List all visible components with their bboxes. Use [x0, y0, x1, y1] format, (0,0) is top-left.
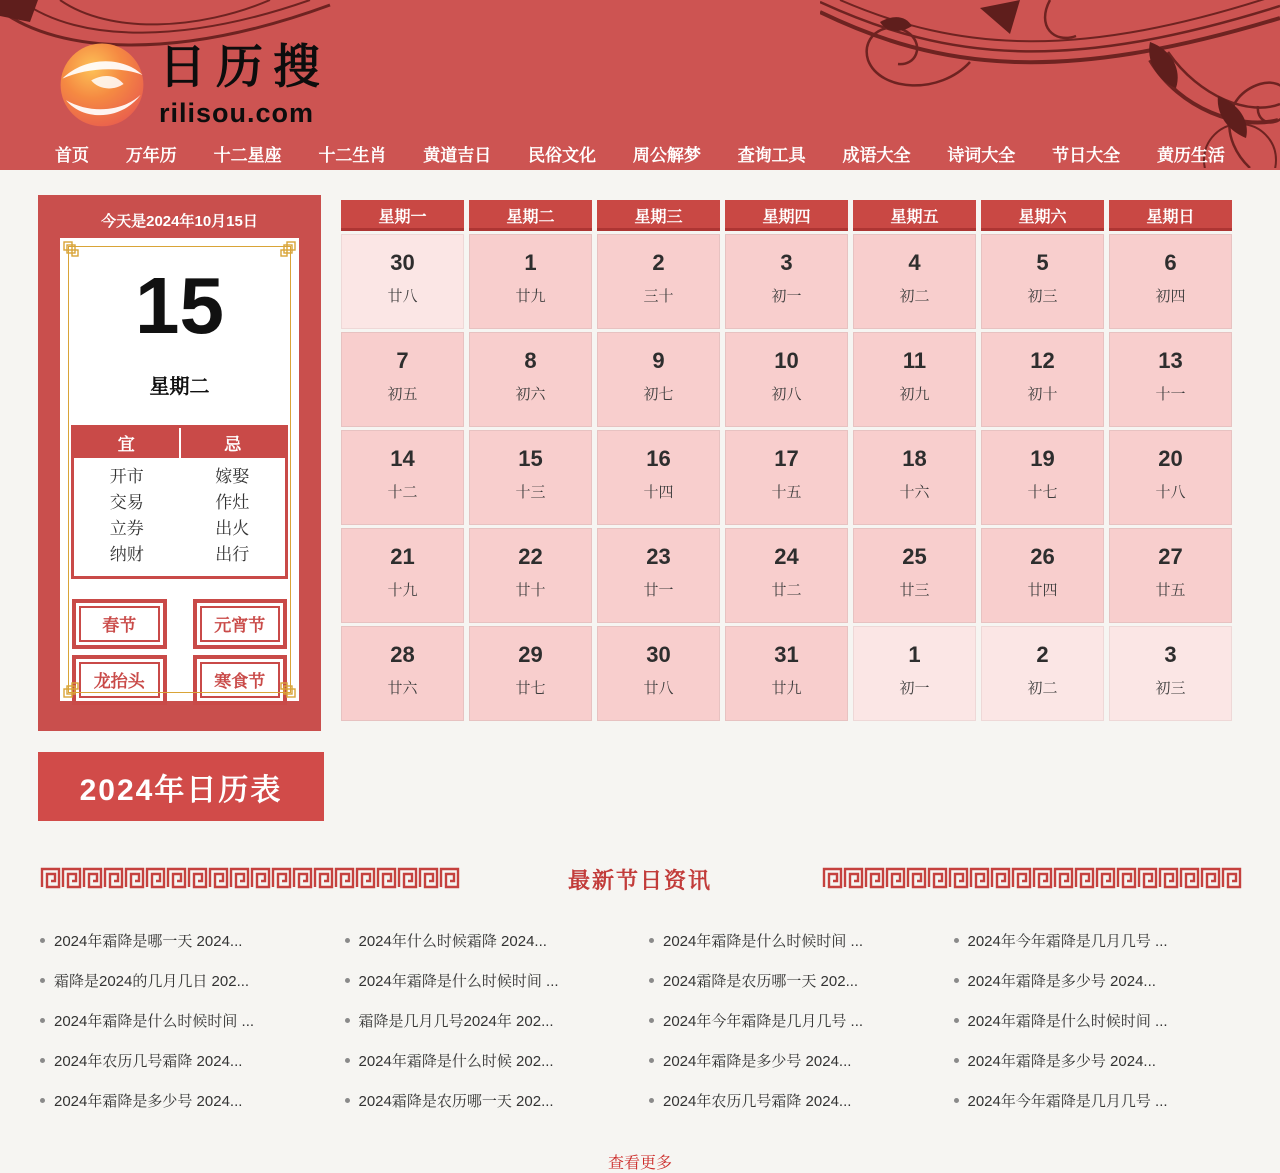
- day-cell-number: 6: [1164, 250, 1177, 275]
- bullet-icon: [40, 1098, 45, 1103]
- day-cell[interactable]: [469, 234, 592, 329]
- bullet-icon: [954, 1058, 959, 1063]
- day-cell-number: 2: [1036, 642, 1049, 667]
- site-title: 日历搜: [159, 40, 330, 93]
- news-item-text: 2024年霜降是多少号 2024...: [663, 1052, 852, 1070]
- bullet-icon: [649, 1098, 654, 1103]
- day-cell-number: 16: [646, 446, 671, 471]
- day-cell[interactable]: [1109, 528, 1232, 623]
- year-calendar-banner[interactable]: 2024年日历表: [38, 752, 324, 821]
- day-cell-number: 11: [902, 348, 927, 373]
- nav-item-4[interactable]: 十二生肖: [318, 145, 387, 165]
- day-cell[interactable]: [981, 528, 1104, 623]
- bullet-icon: [40, 1018, 45, 1023]
- day-cell[interactable]: [341, 528, 464, 623]
- news-item-text: 霜降是2024的几月几日 202...: [54, 972, 250, 990]
- news-item[interactable]: [40, 1012, 335, 1028]
- news-item-text: 2024年霜降是什么时候时间 ...: [663, 932, 864, 950]
- day-cell-number: 27: [1158, 544, 1183, 569]
- day-cell-number: 10: [774, 348, 799, 373]
- festival-button-label: 春节: [102, 616, 137, 635]
- day-cell[interactable]: [853, 430, 976, 525]
- day-cell[interactable]: [469, 332, 592, 427]
- day-cell-lunar: 廿一: [643, 582, 674, 599]
- day-cell-number: 18: [902, 446, 927, 471]
- news-item-text: 2024霜降是农历哪一天 202...: [358, 1092, 554, 1110]
- news-item-text: 2024年霜降是哪一天 2024...: [54, 932, 243, 950]
- news-item[interactable]: [649, 1012, 944, 1028]
- day-cell-number: 12: [1030, 348, 1055, 373]
- today-card: [60, 238, 299, 701]
- nav-item-1[interactable]: 首页: [55, 145, 89, 165]
- day-cell-lunar: 初八: [771, 386, 802, 403]
- day-cell[interactable]: [981, 332, 1104, 427]
- gold-corner-icon: [278, 680, 296, 698]
- site-domain: rilisou.com: [159, 98, 315, 128]
- bullet-icon: [345, 938, 350, 943]
- nav-item-10[interactable]: 诗词大全: [947, 145, 1016, 165]
- main-nav: [0, 138, 1280, 168]
- day-cell-lunar: 廿二: [771, 582, 802, 599]
- news-item-text: 2024年霜降是什么时候 202...: [358, 1052, 554, 1070]
- day-cell-lunar: 初五: [387, 386, 418, 403]
- day-cell-lunar: 初四: [1155, 288, 1186, 305]
- news-item[interactable]: [954, 972, 1249, 988]
- day-cell-number: 1: [908, 642, 921, 667]
- bullet-icon: [954, 1098, 959, 1103]
- day-cell-lunar: 十七: [1027, 484, 1058, 501]
- news-column-1: [40, 932, 335, 1132]
- day-cell[interactable]: [725, 234, 848, 329]
- festival-button-2[interactable]: [200, 606, 281, 642]
- day-cell-number: 26: [1030, 544, 1055, 569]
- news-section-title: 最新节日资讯: [567, 868, 712, 893]
- day-cell[interactable]: [469, 626, 592, 721]
- day-cell[interactable]: [469, 528, 592, 623]
- day-cell-number: 21: [390, 544, 415, 569]
- today-weekday: 星期二: [149, 376, 210, 398]
- news-item-text: 2024年今年霜降是几月几号 ...: [967, 932, 1168, 950]
- day-cell-number: 3: [1164, 642, 1177, 667]
- news-item-text: 2024霜降是农历哪一天 202...: [663, 972, 859, 990]
- day-cell-lunar: 十三: [515, 484, 546, 501]
- bullet-icon: [345, 1098, 350, 1103]
- day-cell-number: 30: [390, 250, 415, 275]
- day-cell[interactable]: [597, 626, 720, 721]
- news-item-text: 霜降是几月几号2024年 202...: [358, 1012, 554, 1030]
- weekday-header-1: 星期一: [341, 200, 464, 231]
- day-cell-lunar: 十一: [1155, 386, 1186, 403]
- day-cell-lunar: 初九: [899, 386, 930, 403]
- day-cell[interactable]: [597, 528, 720, 623]
- suitable-item: 立券: [109, 519, 144, 538]
- month-calendar: [341, 200, 1232, 721]
- bullet-icon: [649, 978, 654, 983]
- weekday-header-5: 星期五: [853, 200, 976, 231]
- day-cell-lunar: 十二: [387, 484, 418, 501]
- avoid-item: 作灶: [215, 493, 250, 512]
- day-cell[interactable]: [853, 528, 976, 623]
- gold-corner-icon: [278, 241, 296, 259]
- day-cell-number: 8: [524, 348, 537, 373]
- suitable-list: [74, 464, 180, 568]
- gold-corner-icon: [63, 241, 81, 259]
- news-item-text: 2024年农历几号霜降 2024...: [663, 1092, 852, 1110]
- weekday-header-4: 星期四: [725, 200, 848, 231]
- day-cell[interactable]: [1109, 234, 1232, 329]
- nav-item-2[interactable]: 万年历: [125, 145, 177, 165]
- logo-text: [159, 38, 330, 130]
- day-cell-number: 23: [646, 544, 671, 569]
- bullet-icon: [345, 978, 350, 983]
- day-cell-lunar: 廿八: [387, 288, 418, 305]
- day-cell-lunar: 初二: [899, 288, 930, 305]
- day-cell-lunar: 廿十: [515, 582, 546, 599]
- festival-button-label: 寒食节: [214, 672, 266, 691]
- day-cell[interactable]: [341, 332, 464, 427]
- day-cell-number: 28: [390, 642, 415, 667]
- suitable-item: 交易: [109, 493, 144, 512]
- day-cell[interactable]: [597, 234, 720, 329]
- day-cell-lunar: 廿六: [387, 680, 418, 697]
- view-more-link[interactable]: 查看更多: [607, 1155, 672, 1172]
- news-item[interactable]: [649, 972, 944, 988]
- news-item-text: 2024年霜降是什么时候时间 ...: [358, 972, 559, 990]
- bullet-icon: [649, 1058, 654, 1063]
- day-cell-number: 14: [390, 446, 415, 471]
- day-cell-lunar: 初七: [643, 386, 674, 403]
- festival-button-4[interactable]: [200, 662, 281, 698]
- day-cell[interactable]: [981, 626, 1104, 721]
- day-cell-number: 31: [774, 642, 799, 667]
- day-cell[interactable]: [1109, 430, 1232, 525]
- logo-orb-icon: [57, 38, 147, 130]
- day-cell[interactable]: [469, 430, 592, 525]
- day-cell-lunar: 初三: [1155, 680, 1186, 697]
- festival-button-3[interactable]: [79, 662, 160, 698]
- news-item[interactable]: [345, 932, 640, 948]
- news-item-text: 2024年今年霜降是几月几号 ...: [663, 1012, 864, 1030]
- day-cell[interactable]: [853, 626, 976, 721]
- day-cell[interactable]: [1109, 332, 1232, 427]
- festival-button-label: 龙抬头: [93, 672, 145, 691]
- day-cell[interactable]: [981, 234, 1104, 329]
- news-item[interactable]: [649, 1052, 944, 1068]
- avoid-item: 嫁娶: [215, 467, 250, 486]
- day-cell[interactable]: [725, 332, 848, 427]
- day-cell-number: 2: [652, 250, 665, 275]
- news-item-text: 2024年今年霜降是几月几号 ...: [967, 1092, 1168, 1110]
- day-cell-number: 5: [1036, 250, 1049, 275]
- bullet-icon: [649, 938, 654, 943]
- news-item[interactable]: [954, 1092, 1249, 1108]
- day-cell[interactable]: [341, 234, 464, 329]
- nav-item-11[interactable]: 节日大全: [1052, 145, 1121, 165]
- day-cell-lunar: 初二: [1027, 680, 1058, 697]
- news-lists: [40, 932, 1248, 1132]
- nav-item-3[interactable]: 十二星座: [213, 145, 282, 165]
- day-cell-lunar: 十九: [387, 582, 418, 599]
- day-cell-lunar: 廿九: [771, 680, 802, 697]
- news-item[interactable]: [954, 1052, 1249, 1068]
- day-cell-number: 20: [1158, 446, 1183, 471]
- nav-item-9[interactable]: 成语大全: [842, 145, 911, 165]
- day-cell-number: 15: [518, 446, 543, 471]
- day-cell-lunar: 十八: [1155, 484, 1186, 501]
- day-cell-number: 17: [774, 446, 799, 471]
- day-cell-number: 19: [1030, 446, 1055, 471]
- day-cell-lunar: 初一: [771, 288, 802, 305]
- day-cell[interactable]: [341, 626, 464, 721]
- bullet-icon: [40, 938, 45, 943]
- weekday-header-7: 星期日: [1109, 200, 1232, 231]
- nav-item-6[interactable]: 民俗文化: [528, 145, 597, 165]
- bullet-icon: [649, 1018, 654, 1023]
- news-item[interactable]: [649, 932, 944, 948]
- news-column-2: [345, 932, 640, 1132]
- bullet-icon: [40, 978, 45, 983]
- day-cell[interactable]: [597, 332, 720, 427]
- nav-item-8[interactable]: 查询工具: [737, 145, 806, 165]
- news-column-4: [954, 932, 1249, 1132]
- today-panel: [38, 195, 321, 731]
- suitable-avoid-body: [74, 458, 285, 576]
- bullet-icon: [954, 978, 959, 983]
- day-cell-number: 9: [652, 348, 665, 373]
- day-cell[interactable]: [725, 626, 848, 721]
- day-cell-lunar: 初一: [899, 680, 930, 697]
- avoid-item: 出行: [215, 545, 250, 564]
- day-cell-number: 1: [524, 250, 537, 275]
- day-cell-number: 25: [902, 544, 927, 569]
- news-item[interactable]: [649, 1092, 944, 1108]
- avoid-item: 出火: [215, 519, 250, 538]
- festival-buttons: [74, 601, 285, 703]
- bullet-icon: [954, 938, 959, 943]
- bullet-icon: [345, 1018, 350, 1023]
- avoid-list: [180, 464, 286, 568]
- suitable-avoid-header: [74, 428, 285, 458]
- day-cell-lunar: 初六: [515, 386, 546, 403]
- day-cell[interactable]: [981, 430, 1104, 525]
- weekday-header-2: 星期二: [469, 200, 592, 231]
- day-cell-lunar: 廿八: [643, 680, 674, 697]
- day-cell-number: 22: [518, 544, 543, 569]
- day-cell[interactable]: [597, 430, 720, 525]
- nav-item-12[interactable]: 黄历生活: [1156, 145, 1225, 165]
- meander-border-right-icon: [822, 867, 1242, 890]
- news-section-header: [0, 862, 1280, 896]
- suitable-item: 纳财: [109, 545, 144, 564]
- day-cell-number: 29: [518, 642, 543, 667]
- today-day-number: 15: [135, 261, 224, 350]
- news-item-text: 2024年霜降是多少号 2024...: [967, 1052, 1156, 1070]
- suitable-avoid-table: [71, 425, 288, 579]
- bullet-icon: [345, 1058, 350, 1063]
- day-cell[interactable]: [1109, 626, 1232, 721]
- news-item-text: 2024年霜降是什么时候时间 ...: [54, 1012, 255, 1030]
- bullet-icon: [40, 1058, 45, 1063]
- suitable-label: 宜: [74, 428, 179, 458]
- news-item[interactable]: [40, 1092, 335, 1108]
- day-cell-number: 7: [396, 348, 409, 373]
- weekday-header-3: 星期三: [597, 200, 720, 231]
- avoid-label: 忌: [181, 428, 286, 458]
- logo[interactable]: [57, 38, 330, 130]
- day-cell[interactable]: [725, 430, 848, 525]
- day-cell-lunar: 初三: [1027, 288, 1058, 305]
- day-cell-lunar: 十四: [643, 484, 674, 501]
- news-item[interactable]: [345, 1092, 640, 1108]
- gold-corner-icon: [63, 680, 81, 698]
- news-item[interactable]: [40, 1052, 335, 1068]
- day-cell-number: 24: [774, 544, 799, 569]
- news-item-text: 2024年农历几号霜降 2024...: [54, 1052, 243, 1070]
- news-item[interactable]: [40, 972, 335, 988]
- nav-item-7[interactable]: 周公解梦: [632, 145, 701, 165]
- day-cell-lunar: 廿七: [515, 680, 546, 697]
- day-cell-number: 30: [646, 642, 671, 667]
- festival-button-1[interactable]: [79, 606, 160, 642]
- weekday-header-6: 星期六: [981, 200, 1104, 231]
- day-cell-lunar: 初十: [1027, 386, 1058, 403]
- day-cell-number: 13: [1158, 348, 1183, 373]
- news-column-3: [649, 932, 944, 1132]
- festival-button-label: 元宵节: [214, 616, 266, 635]
- day-cell-lunar: 廿九: [515, 288, 546, 305]
- day-cell[interactable]: [725, 528, 848, 623]
- news-item-text: 2024年什么时候霜降 2024...: [358, 932, 547, 950]
- day-cell[interactable]: [341, 430, 464, 525]
- news-item[interactable]: [954, 1012, 1249, 1028]
- news-item[interactable]: [954, 932, 1249, 948]
- news-item[interactable]: [345, 972, 640, 988]
- day-cell-number: 3: [780, 250, 793, 275]
- bullet-icon: [954, 1018, 959, 1023]
- news-item[interactable]: [345, 1052, 640, 1068]
- day-cell-lunar: 十五: [771, 484, 802, 501]
- day-cell-lunar: 三十: [643, 288, 674, 305]
- nav-item-5[interactable]: 黄道吉日: [423, 145, 492, 165]
- news-item[interactable]: [40, 932, 335, 948]
- day-cell-lunar: 廿四: [1027, 582, 1058, 599]
- day-cell-lunar: 廿三: [899, 582, 930, 599]
- news-item-text: 2024年霜降是多少号 2024...: [967, 972, 1156, 990]
- site-header: [0, 0, 1280, 170]
- day-cell-lunar: 廿五: [1155, 582, 1186, 599]
- day-cell[interactable]: [853, 234, 976, 329]
- day-cell[interactable]: [853, 332, 976, 427]
- news-item-text: 2024年霜降是多少号 2024...: [54, 1092, 243, 1110]
- today-date-label: 今天是2024年10月15日: [101, 213, 258, 230]
- day-cell-lunar: 十六: [899, 484, 930, 501]
- news-item[interactable]: [345, 1012, 640, 1028]
- suitable-item: 开市: [109, 467, 144, 486]
- day-cell-number: 4: [908, 250, 921, 275]
- news-item-text: 2024年霜降是什么时候时间 ...: [967, 1012, 1168, 1030]
